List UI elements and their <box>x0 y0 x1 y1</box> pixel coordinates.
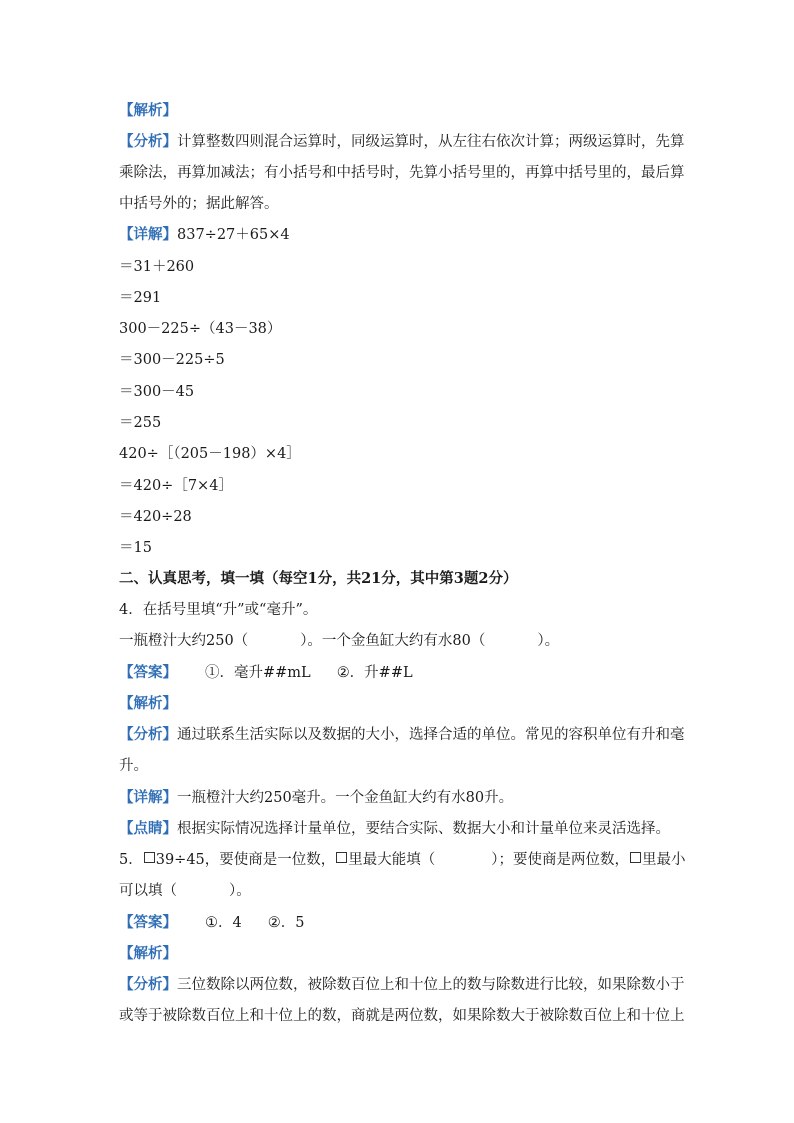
q5-answer-2: ②．5 <box>267 915 305 931</box>
tag-xiangjie: 【详解】 <box>119 226 177 243</box>
q5-analysis-text: 三位数除以两位数，被除数百位上和十位上的数与除数进行比较，如果除数小于 <box>177 977 685 993</box>
q5-text-6: ）。 <box>229 883 251 899</box>
calc-step: ＝420÷28 <box>119 509 192 525</box>
blank-box-icon <box>630 852 641 863</box>
blank-box-icon <box>336 852 347 863</box>
q5-text-3: ）；要使商是两位数， <box>491 852 630 868</box>
q4-comment-text: 根据实际情况选择计量单位，要结合实际、数据大小和计量单位来灵活选择。 <box>177 821 670 837</box>
tag-fenxi: 【分析】 <box>119 133 177 150</box>
q3-analysis-line-2: 乘除法，再算加减法；有小括号和中括号时，先算小括号里的，再算中括号里的，最后算 <box>119 165 685 181</box>
q4-comment-line <box>119 819 670 839</box>
q5-question-line-2 <box>119 881 251 901</box>
q5-text-5: 可以填（ <box>119 883 177 899</box>
tag-jiexi: 【解析】 <box>119 695 177 712</box>
q5-analysis-line-1 <box>119 975 685 995</box>
q5-question-line-1 <box>119 850 686 870</box>
tag-dianjing: 【点睛】 <box>119 820 177 837</box>
tag-fenxi: 【分析】 <box>119 976 177 993</box>
q4-answer-1: ①．毫升##mL <box>205 665 311 681</box>
calc-step: ＝31＋260 <box>119 259 195 275</box>
q4-solution-line <box>119 788 513 808</box>
q5-text-2: 里最大能填（ <box>348 852 436 868</box>
q3-analysis-line-3: 中括号外的；据此解答。 <box>119 196 279 212</box>
tag-daan: 【答案】 <box>119 914 177 931</box>
q5-answer-1: ①．4 <box>205 915 242 931</box>
calc-step: ＝420÷［7×4］ <box>119 478 233 494</box>
q4-analysis-line-2: 升。 <box>119 758 148 774</box>
q5-text-1: 39÷45，要使商是一位数， <box>155 852 336 868</box>
q4-stem: 4．在括号里填“升”或“毫升”。 <box>119 602 318 618</box>
q5-answer-line <box>119 913 304 933</box>
tag-jiexi: 【解析】 <box>119 945 177 962</box>
section-2-heading: 二、认真思考，填一填（每空1分，共21分，其中第3题2分） <box>119 570 518 587</box>
q4-answer-line <box>119 663 413 683</box>
tag-xiangjie: 【详解】 <box>119 789 177 806</box>
calc-step: ＝300－45 <box>119 384 195 400</box>
q3-analysis-line-1 <box>119 132 685 152</box>
calc-step: ＝15 <box>119 540 152 556</box>
analysis-heading <box>119 101 177 121</box>
q5-analysis-heading <box>119 944 177 964</box>
blank-box-icon <box>144 852 155 863</box>
calc-step: ＝300－225÷5 <box>119 352 225 368</box>
q4-analysis-heading <box>119 694 177 714</box>
q5-text-4: 里最小 <box>642 852 686 868</box>
calc-step: 420÷［（205－198）×4］ <box>119 446 301 462</box>
calc-step: ＝255 <box>119 415 162 431</box>
q5-analysis-line-2: 或等于被除数百位上和十位上的数，商就是两位数，如果除数大于被除数百位上和十位上 <box>119 1008 685 1024</box>
q4-text-b: ）。一个金鱼缸大约有水80（ <box>300 633 486 649</box>
q4-answer-2: ②．升##L <box>336 665 413 681</box>
calc-step: 837÷27＋65×4 <box>177 227 290 243</box>
tag-daan: 【答案】 <box>119 664 177 681</box>
q5-number: 5． <box>119 852 143 868</box>
q4-text-a: 一瓶橙汁大约250（ <box>119 633 249 649</box>
calc-step: ＝291 <box>119 290 162 306</box>
q4-text-c: ）。 <box>537 633 560 649</box>
q4-analysis-line-1 <box>119 725 685 745</box>
q3-analysis-text: 计算整数四则混合运算时，同级运算时，从左往右依次计算；两级运算时，先算 <box>177 134 685 150</box>
calc-step: 300－225÷（43－38） <box>119 321 282 337</box>
q3-solution-line <box>119 225 290 245</box>
tag-jiexi: 【解析】 <box>119 102 177 119</box>
q4-analysis-text: 通过联系生活实际以及数据的大小，选择合适的单位。常见的容积单位有升和毫 <box>177 727 685 743</box>
q4-solution-text: 一瓶橙汁大约250毫升。一个金鱼缸大约有水80升。 <box>177 790 514 806</box>
tag-fenxi: 【分析】 <box>119 726 177 743</box>
q4-question-line <box>119 631 559 651</box>
